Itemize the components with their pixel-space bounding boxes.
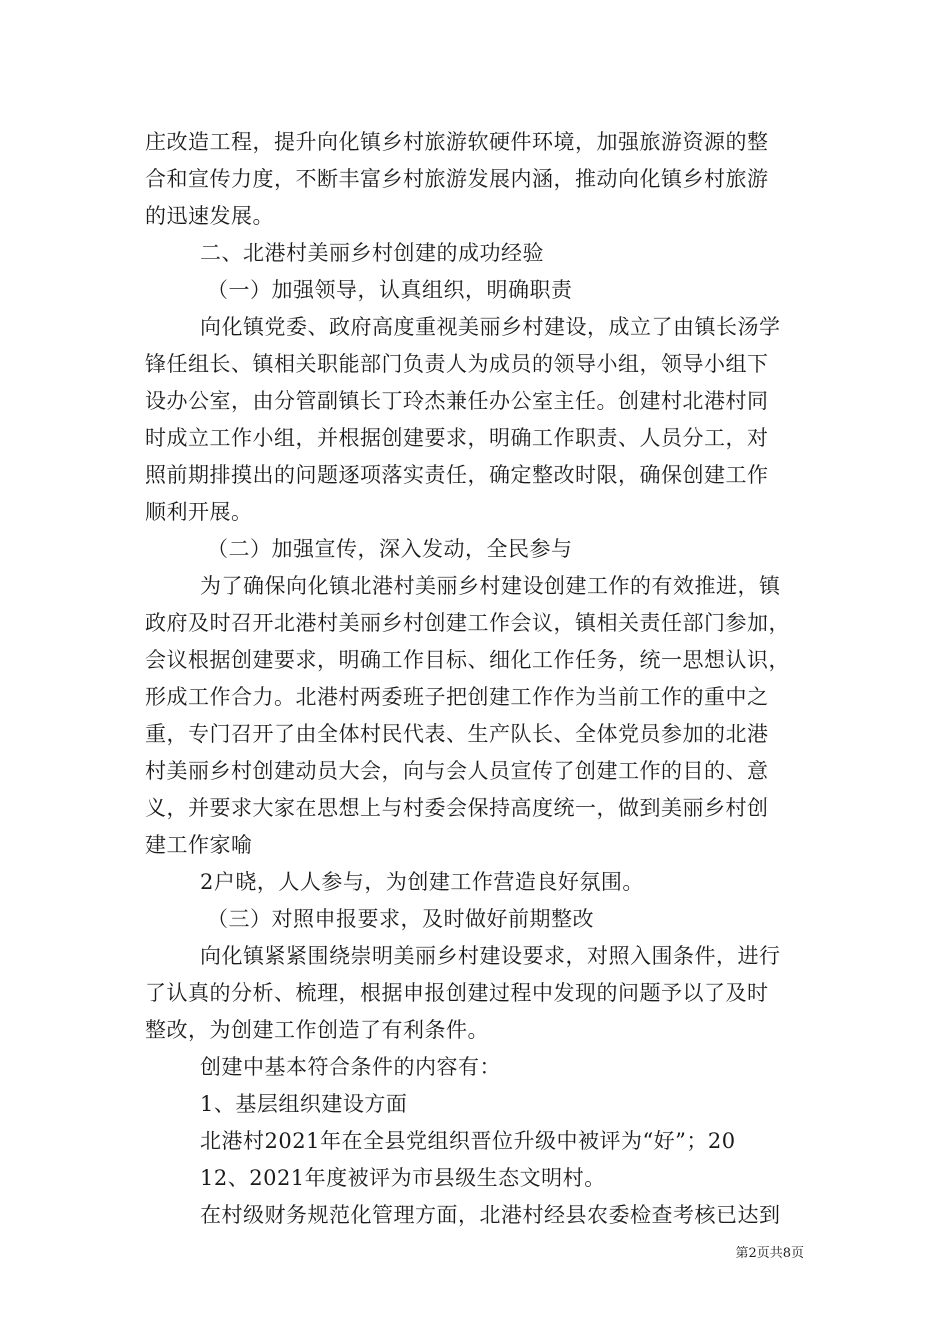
text-line-8: 设办公室，由分管副镇长丁玲杰兼任办公室主任。创建村北港村同 (145, 389, 769, 413)
text-line-26: 创建中基本符合条件的内容有： (200, 1055, 501, 1079)
page-number-footer: 第2页共8页 (735, 1246, 804, 1261)
text-line-13: 为了确保向化镇北港村美丽乡村建设创建工作的有效推进，镇 (200, 574, 781, 598)
text-line-21: 2户晓，人人参与，为创建工作营造良好氛围。 (200, 870, 644, 894)
text-line-1: 庄改造工程，提升向化镇乡村旅游软硬件环境，加强旅游资源的整 (145, 130, 769, 154)
text-line-7: 锋任组长、镇相关职能部门负责人为成员的领导小组，领导小组下 (145, 352, 769, 376)
text-line-9: 时成立工作小组，并根据创建要求，明确工作职责、人员分工，对 (145, 426, 769, 450)
text-line-18: 村美丽乡村创建动员大会，向与会人员宣传了创建工作的目的、意 (145, 759, 769, 783)
text-line-3: 的迅速发展。 (145, 204, 274, 228)
text-line-30: 在村级财务规范化管理方面，北港村经县农委检查考核已达到 (200, 1203, 781, 1227)
text-line-17: 重，专门召开了由全体村民代表、生产队长、全体党员参加的北港 (145, 722, 769, 746)
text-line-19: 义，并要求大家在思想上与村委会保持高度统一，做到美丽乡村创 (145, 796, 769, 820)
subsection-heading-3: （三）对照申报要求，及时做好前期整改 (207, 907, 594, 931)
text-line-28: 北港村2021年在全县党组织晋位升级中被评为“好”；20 (200, 1129, 736, 1153)
text-line-15: 会议根据创建要求，明确工作目标、细化工作任务，统一思想认识， (145, 648, 790, 672)
text-line-10: 照前期排摸出的问题逐项落实责任，确定整改时限，确保创建工作 (145, 463, 769, 487)
subsection-heading-2: （二）加强宣传，深入发动，全民参与 (207, 537, 573, 561)
section-heading-2: 二、北港村美丽乡村创建的成功经验 (200, 241, 544, 265)
subsection-heading-1: （一）加强领导，认真组织，明确职责 (207, 278, 573, 302)
text-line-25: 整改，为创建工作创造了有利条件。 (145, 1018, 489, 1042)
text-line-11: 顺利开展。 (145, 500, 253, 524)
text-line-14: 政府及时召开北港村美丽乡村创建工作会议，镇相关责任部门参加， (145, 611, 790, 635)
text-line-20: 建工作家喻 (145, 833, 253, 857)
text-line-29: 12、2021年度被评为市县级生态文明村。 (200, 1166, 606, 1190)
list-heading-1: 1、基层组织建设方面 (200, 1092, 408, 1116)
text-line-6: 向化镇党委、政府高度重视美丽乡村建设，成立了由镇长汤学 (200, 315, 781, 339)
text-line-16: 形成工作合力。北港村两委班子把创建工作作为当前工作的重中之 (145, 685, 769, 709)
text-line-23: 向化镇紧紧围绕崇明美丽乡村建设要求，对照入围条件，进行 (200, 944, 781, 968)
text-line-24: 了认真的分析、梳理，根据申报创建过程中发现的问题予以了及时 (145, 981, 769, 1005)
text-line-2: 合和宣传力度，不断丰富乡村旅游发展内涵，推动向化镇乡村旅游 (145, 167, 769, 191)
